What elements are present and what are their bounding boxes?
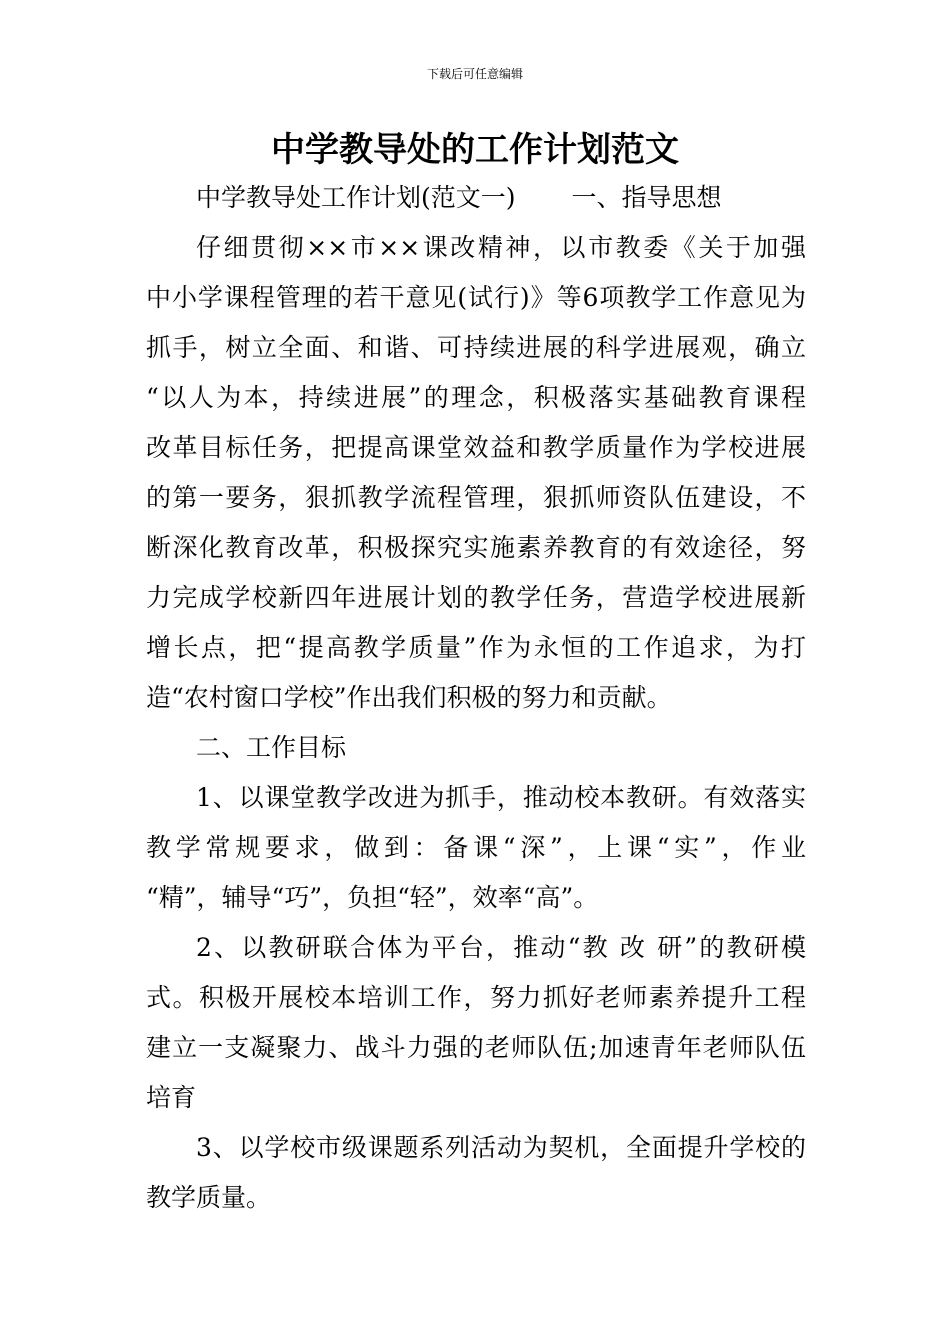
- paragraph-line: “以人为本，持续进展”的理念，积极落实基础教育课程: [146, 383, 806, 412]
- paragraph-line: 力完成学校新四年进展计划的教学任务，营造学校进展新: [146, 583, 806, 612]
- paragraph-line: 3、以学校市级课题系列活动为契机，全面提升学校的: [196, 1133, 806, 1162]
- paragraph-line: 改革目标任务，把提高课堂效益和教学质量作为学校进展: [146, 433, 806, 462]
- paragraph-line: 造“农村窗口学校”作出我们积极的努力和贡献。: [146, 683, 672, 712]
- subtitle-line: [196, 178, 722, 218]
- document-title: 中学教导处的工作计划范文: [271, 130, 679, 170]
- paragraph-line: 式。积极开展校本培训工作，努力抓好老师素养提升工程: [146, 983, 806, 1012]
- header-note: 下载后可任意编辑: [426, 67, 523, 81]
- paragraph-line: 2、以教研联合体为平台，推动“教 改 研”的教研模: [196, 933, 806, 962]
- paragraph-line: 教学常规要求，做到：备课“深”，上课“实”，作业: [146, 833, 806, 862]
- paragraph-line: 培育: [146, 1083, 197, 1112]
- paragraph-line: 1、以课堂教学改进为抓手，推动校本教研。有效落实: [196, 783, 806, 812]
- paragraph-line: 抓手，树立全面、和谐、可持续进展的科学进展观，确立: [146, 333, 806, 362]
- subtitle-left: 中学教导处工作计划(范文一): [196, 183, 516, 212]
- paragraph-line: “精”，辅导“巧”，负担“轻”，效率“高”。: [146, 883, 599, 912]
- paragraph-line: 教学质量。: [146, 1183, 272, 1212]
- paragraph-line: 建立一支凝聚力、战斗力强的老师队伍;加速青年老师队伍: [146, 1033, 806, 1062]
- paragraph-line: 的第一要务，狠抓教学流程管理，狠抓师资队伍建设，不: [146, 483, 806, 512]
- paragraph-line: 中小学课程管理的若干意见(试行)》等6项教学工作意见为: [146, 283, 806, 312]
- section-heading: 二、工作目标: [196, 733, 347, 762]
- paragraph-line: 断深化教育改革，积极探究实施素养教育的有效途径，努: [146, 533, 806, 562]
- subtitle-right: 一、指导思想: [571, 183, 722, 212]
- paragraph-line: 仔细贯彻××市××课改精神，以市教委《关于加强: [196, 233, 806, 262]
- paragraph-line: 增长点，把“提高教学质量”作为永恒的工作追求，为打: [146, 633, 806, 662]
